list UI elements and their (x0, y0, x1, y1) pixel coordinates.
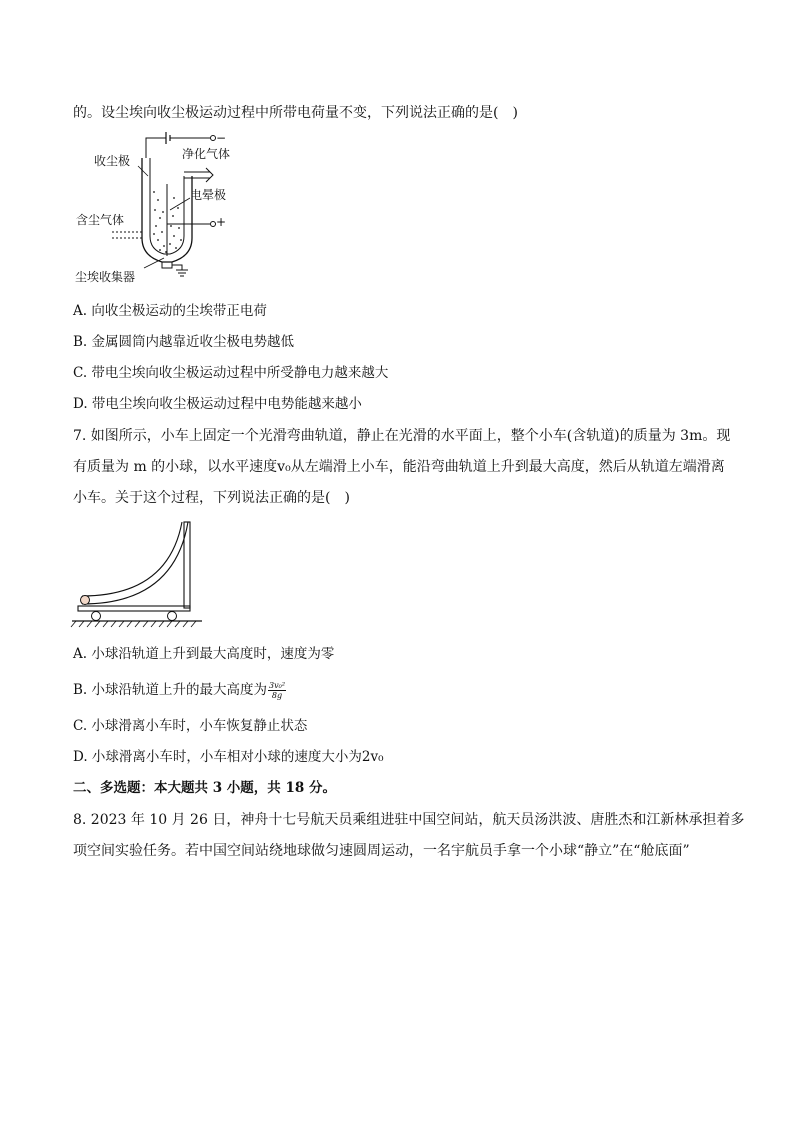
section-heading-multiple-choice: 二、多选题：本大题共 3 小题，共 18 分。 (73, 780, 336, 796)
sign-plus: + (216, 215, 227, 229)
label-dust-bin: 尘埃收集器 (75, 270, 136, 284)
q7-stem-line3: 小车。关于这个过程，下列说法正确的是( ) (73, 490, 350, 506)
q7-option-c: C. 小球滑离小车时，小车恢复静止状态 (73, 718, 308, 734)
q7-option-b-fraction (268, 681, 286, 700)
fraction-numerator: 3v₀² (269, 681, 286, 690)
q6-option-a: A. 向收尘极运动的尘埃带正电荷 (73, 303, 267, 319)
q7-option-b (73, 681, 286, 700)
q6-option-d: D. 带电尘埃向收尘极运动过程中电势能越来越小 (73, 396, 362, 412)
label-dusty-gas: 含尘气体 (76, 213, 125, 227)
label-collector: 收尘极 (94, 154, 131, 168)
q7-option-b-text: B. 小球沿轨道上升的最大高度为 (73, 682, 268, 698)
q7-stem-line1: 7. 如图所示，小车上固定一个光滑弯曲轨道，静止在光滑的水平面上，整个小车(含轨道)的质量为 3m。现 (73, 428, 731, 444)
q7-option-a: A. 小球沿轨道上升到最大高度时，速度为零 (73, 646, 335, 662)
fraction-denominator: 8g (271, 691, 283, 700)
q6-option-c: C. 带电尘埃向收尘极运动过程中所受静电力越来越大 (73, 365, 389, 381)
label-clean-gas: 净化气体 (182, 147, 231, 161)
q8-stem-line2: 项空间实验任务。若中国空间站绕地球做匀速圆周运动，一名宇航员手拿一个小球“静立”在“舱底面” (73, 843, 690, 859)
q6-option-b: B. 金属圆筒内越靠近收尘极电势越低 (73, 334, 295, 350)
cart-track-diagram (70, 518, 210, 633)
q6-stem-tail: 的。设尘埃向收尘极运动过程中所带电荷量不变，下列说法正确的是( ) (73, 105, 518, 121)
label-corona: 电晕极 (190, 188, 227, 202)
q7-stem-line2: 有质量为 m 的小球，以水平速度v₀从左端滑上小车，能沿弯曲轨道上升到最大高度，然后从轨道左端滑离 (73, 459, 725, 475)
sign-minus: − (216, 131, 227, 145)
q7-option-d: D. 小球滑离小车时，小车相对小球的速度大小为2v₀ (73, 749, 384, 765)
q8-stem-line1: 8. 2023 年 10 月 26 日，神舟十七号航天员乘组进驻中国空间站，航天员汤洪波、唐胜杰和江新林承担着多 (73, 812, 745, 828)
